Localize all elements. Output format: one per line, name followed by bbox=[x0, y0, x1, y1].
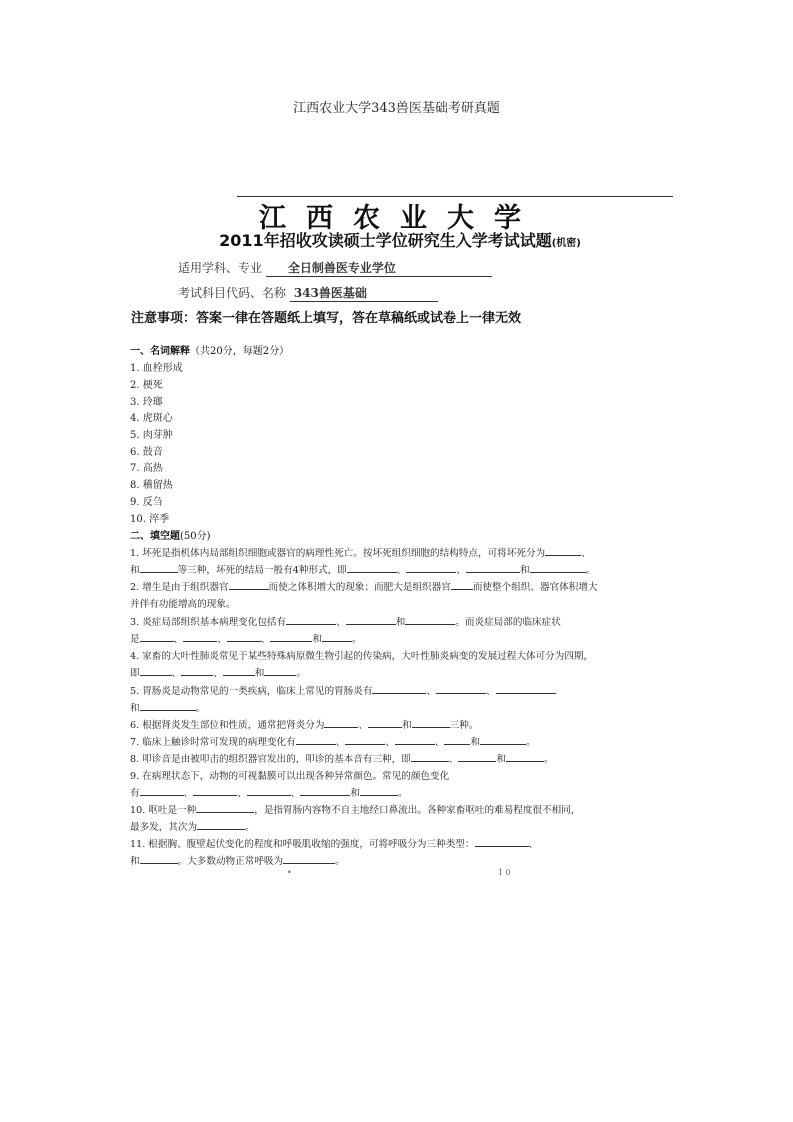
question-text: 和 bbox=[130, 856, 140, 867]
question-line bbox=[130, 579, 598, 593]
answer-blank bbox=[270, 632, 312, 642]
term-item: 10. 淬季 bbox=[130, 514, 170, 525]
confidential-tag: (机密) bbox=[551, 238, 581, 249]
answer-blank bbox=[140, 563, 178, 573]
question-text: 三种。 bbox=[449, 720, 479, 731]
question-line bbox=[130, 836, 538, 850]
question-line bbox=[130, 768, 449, 782]
answer-blank bbox=[140, 632, 174, 642]
section-1-title: 一、名词解释 bbox=[130, 346, 190, 357]
footer-mark: 1 0 bbox=[498, 868, 511, 877]
question-text: 8. 叩诊音是由被叩击的组织器官发出的，叩诊的基本音有三种，即 bbox=[130, 754, 411, 765]
question-line bbox=[130, 700, 205, 714]
exam-title bbox=[150, 228, 650, 251]
question-text: 、 bbox=[448, 754, 459, 765]
document-header: 江西农业大学343兽医基础考研真题 bbox=[293, 101, 500, 116]
question-line bbox=[130, 751, 554, 765]
answer-blank bbox=[466, 563, 520, 573]
answer-blank bbox=[360, 786, 398, 796]
answer-blank bbox=[496, 684, 556, 694]
answer-blank bbox=[395, 735, 435, 745]
question-text: 。 bbox=[351, 634, 362, 645]
question-line bbox=[130, 819, 255, 833]
term-item: 9. 反刍 bbox=[130, 497, 163, 508]
section-2-note: (50分) bbox=[180, 531, 211, 542]
question-line bbox=[130, 596, 236, 610]
question-text: 3. 炎症局部组织基本病理变化包括有 bbox=[130, 617, 287, 628]
answer-blank bbox=[412, 718, 450, 728]
answer-blank bbox=[140, 786, 184, 796]
answer-blank bbox=[506, 752, 544, 762]
question-text: 、 bbox=[385, 737, 395, 748]
term-item: 4. 虎斑心 bbox=[130, 413, 173, 424]
answer-blank bbox=[411, 752, 449, 762]
question-line bbox=[130, 545, 591, 559]
question-text: 和 bbox=[470, 737, 481, 748]
question-text: 、 bbox=[528, 839, 539, 850]
answer-blank bbox=[322, 632, 352, 642]
question-text: 。 bbox=[585, 565, 596, 576]
answer-blank bbox=[436, 684, 486, 694]
question-text: 。 bbox=[335, 856, 345, 867]
question-text: 等三种，坏死的结局一般有4种形式，即 bbox=[177, 565, 347, 576]
exam-title-text: 2011年招收攻读硕士学位研究生入学考试试题 bbox=[219, 231, 552, 250]
answer-blank bbox=[283, 854, 335, 864]
answer-blank bbox=[444, 735, 470, 745]
question-text: 、 bbox=[173, 634, 184, 645]
answer-blank bbox=[530, 563, 586, 573]
term-item: 8. 稽留热 bbox=[130, 480, 173, 491]
question-text: 有 bbox=[130, 788, 140, 799]
question-text: ，是指胃肠内容物不自主地经口鼻流出。各种家畜呕吐的难易程度很不相同， bbox=[254, 805, 581, 816]
question-text: 、 bbox=[260, 634, 271, 645]
answer-blank bbox=[296, 735, 336, 745]
answer-blank bbox=[346, 615, 396, 625]
answer-blank bbox=[140, 666, 172, 676]
answer-blank bbox=[223, 666, 255, 676]
question-line bbox=[130, 562, 595, 576]
subject-value: 全日制兽医专业学位 bbox=[266, 259, 492, 277]
question-text: 并伴有功能增高的现象。 bbox=[130, 599, 236, 610]
answer-blank bbox=[183, 632, 217, 642]
question-text: 最多发，其次为 bbox=[130, 822, 198, 833]
question-line bbox=[130, 648, 593, 662]
answer-blank bbox=[406, 563, 456, 573]
answer-blank bbox=[197, 820, 245, 830]
question-text: 和 bbox=[402, 720, 412, 731]
question-text: 。大多数动物正常呼吸为 bbox=[177, 856, 284, 867]
question-text: 、 bbox=[426, 686, 437, 697]
answer-blank bbox=[458, 752, 496, 762]
term-item: 6. 鼓音 bbox=[130, 447, 163, 458]
answer-blank bbox=[347, 563, 397, 573]
question-text: 、 bbox=[358, 720, 369, 731]
question-text: 而使之体积增大的现象；而肥大是组织器官 bbox=[268, 582, 451, 593]
term-item: 3. 玲瑯 bbox=[130, 397, 163, 408]
question-text: 、 bbox=[217, 634, 227, 645]
question-line bbox=[130, 665, 306, 679]
question-text: 是 bbox=[130, 634, 140, 645]
question-line bbox=[130, 853, 345, 867]
question-text: 和 bbox=[395, 617, 406, 628]
question-line bbox=[130, 614, 561, 628]
section-1-heading bbox=[130, 342, 289, 357]
question-line bbox=[130, 734, 536, 748]
term-item: 1. 血栓形成 bbox=[130, 363, 183, 374]
question-text: 、 bbox=[237, 788, 247, 799]
answer-blank bbox=[368, 718, 402, 728]
question-text: 。 bbox=[397, 788, 408, 799]
question-text: 、 bbox=[456, 565, 466, 576]
answer-blank bbox=[345, 735, 385, 745]
question-text: 、 bbox=[335, 737, 346, 748]
answer-blank bbox=[229, 580, 269, 590]
term-item: 5. 肉芽肿 bbox=[130, 430, 173, 441]
answer-blank bbox=[140, 701, 196, 711]
question-text: 和 bbox=[350, 788, 360, 799]
answer-blank bbox=[405, 615, 455, 625]
question-text: 、 bbox=[336, 617, 346, 628]
question-text: 2. 增生是由于组织器官 bbox=[130, 582, 229, 593]
question-text: 、 bbox=[171, 668, 182, 679]
section-2-title: 二、填空题 bbox=[130, 531, 180, 542]
term-item: 7. 高热 bbox=[130, 463, 163, 474]
section-2-heading bbox=[130, 527, 211, 542]
answer-blank bbox=[247, 786, 291, 796]
answer-blank bbox=[451, 580, 473, 590]
question-text: 。 bbox=[195, 703, 206, 714]
question-text: 。 bbox=[526, 737, 536, 748]
question-text: 、 bbox=[396, 565, 407, 576]
question-line bbox=[130, 802, 580, 816]
question-text: 9. 在病理状态下，动物的可视黏膜可以出现各种异常颜色。常见的颜色变化 bbox=[130, 771, 450, 782]
question-text: 和 bbox=[496, 754, 507, 765]
question-text: 5. 胃肠炎是动物常见的一类疾病，临床上常见的胃肠炎有 bbox=[130, 686, 373, 697]
answer-blank bbox=[475, 837, 529, 847]
question-line bbox=[130, 785, 408, 799]
question-text: 即 bbox=[130, 668, 140, 679]
question-text: 和 bbox=[254, 668, 265, 679]
question-text: 、 bbox=[213, 668, 223, 679]
question-line bbox=[130, 683, 556, 697]
question-line bbox=[130, 717, 478, 731]
answer-blank bbox=[300, 786, 350, 796]
code-value: 343兽医基础 bbox=[290, 284, 438, 302]
question-text: 、 bbox=[290, 788, 301, 799]
question-text: 、 bbox=[581, 548, 591, 559]
question-text: 。 bbox=[245, 822, 255, 833]
question-text: 和 bbox=[312, 634, 322, 645]
answer-blank bbox=[193, 786, 237, 796]
answer-blank bbox=[545, 546, 581, 556]
subject-row bbox=[178, 259, 492, 277]
answer-blank bbox=[196, 803, 254, 813]
code-label: 考试科目代码、名称 bbox=[178, 286, 287, 300]
question-text: 和 bbox=[130, 703, 140, 714]
question-text: 6. 根据肾炎发生部位和性质，通常把肾炎分为 bbox=[130, 720, 325, 731]
question-text: 而使整个组织、器官体积增大 bbox=[472, 582, 598, 593]
university-name: 江西农业大学 bbox=[259, 203, 541, 234]
question-text: 10. 呕吐是一种 bbox=[130, 805, 197, 816]
section-1-note: （共20分，每题2分） bbox=[190, 346, 290, 357]
answer-blank bbox=[286, 615, 336, 625]
notice: 注意事项：答案一律在答题纸上填写，答在草稿纸或试卷上一律无效 bbox=[131, 311, 522, 326]
code-row bbox=[178, 284, 438, 302]
question-text: 4. 家畜的大叶性肺炎常见于某些特殊病原微生物引起的传染病，大叶性肺炎病变的发展过程大体可分为四期， bbox=[130, 651, 594, 662]
footer-mark: • bbox=[287, 868, 292, 877]
question-text: 。 bbox=[296, 668, 306, 679]
question-line bbox=[130, 631, 362, 645]
question-text: 。 bbox=[544, 754, 554, 765]
question-text: 1. 坏死是指机体内局部组织细胞或器官的病理性死亡。按坏死组织细胞的结构特点，可将坏死分为 bbox=[130, 548, 546, 559]
answer-blank bbox=[140, 854, 178, 864]
answer-blank bbox=[372, 684, 426, 694]
answer-blank bbox=[480, 735, 526, 745]
question-text: 11. 根据胸、腹壁起伏变化的程度和呼吸肌收缩的强度，可将呼吸分为三种类型： bbox=[130, 839, 475, 850]
subject-label: 适用学科、专业 bbox=[178, 261, 263, 275]
question-text: 。而炎症局部的临床症状 bbox=[455, 617, 561, 628]
question-text: 、 bbox=[486, 686, 496, 697]
answer-blank bbox=[324, 718, 358, 728]
term-item: 2. 梗死 bbox=[130, 380, 163, 391]
question-text: 、 bbox=[434, 737, 445, 748]
answer-blank bbox=[264, 666, 296, 676]
answer-blank bbox=[227, 632, 261, 642]
answer-blank bbox=[181, 666, 213, 676]
question-text: 7. 临床上触诊时常可发现的病理变化有 bbox=[130, 737, 296, 748]
question-text: 、 bbox=[183, 788, 194, 799]
question-text: 和 bbox=[130, 565, 140, 576]
question-text: 和 bbox=[519, 565, 530, 576]
